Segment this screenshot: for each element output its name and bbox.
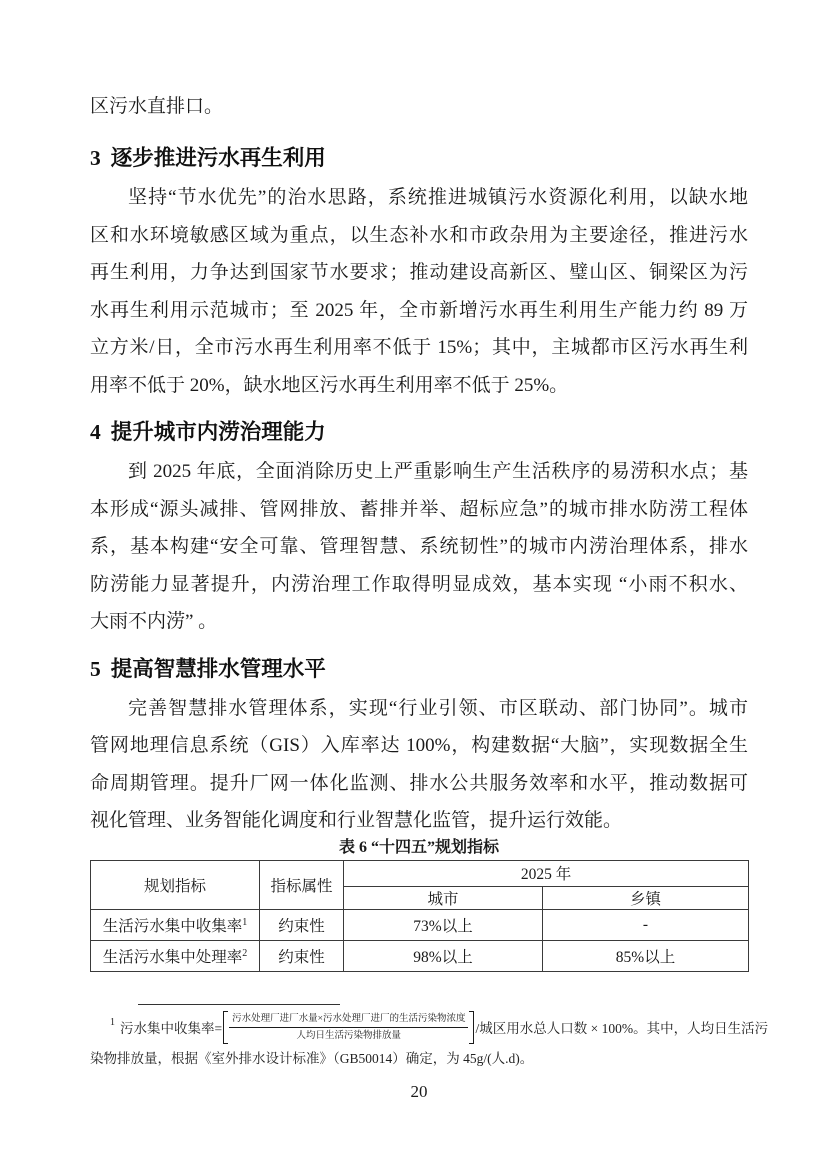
paragraph-line: 防涝能力显著提升，内涝治理工作取得明显成效，基本实现 “小雨不积水、 — [90, 573, 748, 595]
paragraph-line: 再生利用，力争达到国家节水要求；推动建设高新区、璧山区、铜梁区为污 — [90, 262, 748, 283]
footnote-ref: 1 — [242, 916, 248, 928]
section-title: 提高智慧排水管理水平 — [110, 656, 326, 681]
footnote-line-1: 1 污水集中收集率= $\frac{\text{污水处理厂进厂水量×污水处理厂进厂的生活污染物浓度}}{\text{人均日生活污染物排放量}}$ /城区用水总人口数 × 100%。其中，人均日生活污 — [90, 1011, 748, 1044]
section-3-paragraph — [90, 179, 748, 404]
table-row — [91, 909, 749, 940]
section-5-paragraph — [90, 690, 748, 840]
section-5-heading — [90, 654, 748, 684]
paragraph-line: 水再生利用示范城市；至 2025 年，全市新增污水再生利用生产能力约 89 万 — [90, 299, 748, 321]
col-header-attribute: 指标属性 — [260, 860, 344, 909]
page-content — [90, 0, 769, 1103]
section-4-paragraph — [90, 453, 748, 641]
section-4-heading — [90, 417, 748, 447]
paragraph-line: 完善智慧排水管理体系，实现“行业引领、市区联动、部门协同”。城市 — [128, 697, 748, 719]
city-value-cell: 73%以上 — [344, 909, 543, 940]
section-number: 5 — [90, 656, 101, 681]
fraction-denominator: 人均日生活污染物排放量 — [296, 1030, 402, 1041]
footnote-ref: 2 — [242, 947, 248, 959]
paragraph-line: 大雨不内涝” 。 — [90, 611, 218, 632]
town-value-cell: 85%以上 — [543, 940, 749, 971]
attribute-cell: 约束性 — [260, 940, 344, 971]
col-header-town: 乡镇 — [543, 886, 749, 909]
paragraph-line: 区和水环境敏感区域为重点，以生态补水和市政杂用为主要途径，推进污水 — [90, 224, 748, 246]
paragraph-line: 用率不低于 20%，缺水地区污水再生利用率不低于 25%。 — [90, 374, 569, 396]
town-value-cell: - — [543, 909, 749, 940]
indicator-cell: 生活污水集中处理率$^2$ — [91, 940, 260, 971]
footnote-formula-lhs: 污水集中收集率= — [120, 1021, 223, 1036]
indicator-cell: 生活污水集中收集率$^1$ — [91, 909, 260, 940]
paragraph-line: 管网地理信息系统（GIS）入库率达 100%，构建数据“大脑”，实现数据全生 — [90, 735, 748, 756]
left-bracket — [223, 1011, 228, 1044]
fraction-numerator: 污水处理厂进厂水量×污水处理厂进厂的生活污染物浓度 — [229, 1011, 468, 1028]
col-header-indicator: 规划指标 — [91, 860, 260, 909]
paragraph-line: 本形成“源头减排、管网排放、蓄排并举、超标应急”的城市排水防涝工程体 — [90, 498, 748, 520]
paragraph-line: 视化管理、业务智能化调度和行业智慧化监管，提升运行效能。 — [90, 810, 623, 831]
section-number: 4 — [90, 420, 101, 444]
paragraph-line: 命周期管理。提升厂网一体化监测、排水公共服务效率和水平，推动数据可 — [90, 772, 748, 794]
col-header-year: 2025 年 — [344, 860, 749, 886]
section-number: 3 — [90, 146, 101, 170]
footnote-line-2: 染物排放量，根据《室外排水设计标准》（GB50014）确定，为 45g/(人.d)。 — [90, 1050, 534, 1066]
attribute-cell: 约束性 — [260, 909, 344, 940]
planning-indicators-table — [90, 860, 749, 972]
footnote-formula-rhs: /城区用水总人口数 × 100%。其中，人均日生活污 — [475, 1021, 769, 1036]
city-value-cell: 98%以上 — [344, 940, 543, 971]
section-3-heading — [90, 143, 748, 173]
right-bracket — [469, 1011, 474, 1044]
col-header-city: 城市 — [344, 886, 543, 909]
table-caption: 表 6 “十四五”规划指标 — [338, 838, 499, 856]
paragraph-line: 坚持“节水优先”的治水思路，系统推进城镇污水资源化利用，以缺水地 — [128, 187, 748, 208]
paragraph-line: 区污水直排口。 — [90, 96, 224, 117]
paragraph-line: 系，基本构建“安全可靠、管理智慧、系统韧性”的城市内涝治理体系，排水 — [90, 536, 748, 557]
paragraph-line: 立方米/日，全市污水再生利用率不低于 15%；其中，主城都市区污水再生利 — [90, 337, 748, 358]
paragraph-line: 到 2025 年底，全面消除历史上严重影响生产生活秩序的易涝积水点；基 — [128, 461, 748, 482]
sections-container — [90, 143, 748, 840]
section-title: 逐步推进污水再生利用 — [110, 146, 326, 170]
section-title: 提升城市内涝治理能力 — [110, 420, 326, 444]
table-row — [91, 940, 749, 971]
page-number: 20 — [410, 1081, 428, 1101]
footnote — [90, 1011, 769, 1069]
footnote-fraction — [223, 1011, 474, 1044]
footnote-separator — [138, 1004, 340, 1005]
